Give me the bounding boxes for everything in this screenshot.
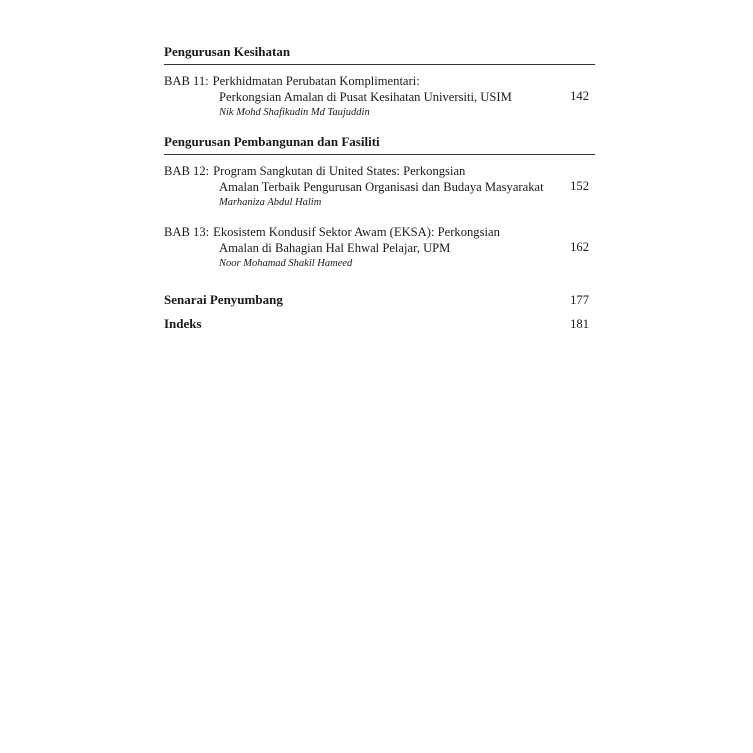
section-heading: Pengurusan Pembangunan dan Fasiliti [164,134,595,155]
page-number: 181 [570,317,589,331]
section-pengurusan-kesihatan [164,44,595,119]
table-of-contents [164,44,595,336]
chapter-title-rest: Amalan Terbaik Pengurusan Organisasi dan Budaya Masyarakat [219,180,544,194]
chapter-title-line1: Ekosistem Kondusif Sektor Awam (EKSA): Perkongsian [213,225,500,239]
toc-entry-bab-12[interactable] [164,163,595,209]
section-heading: Pengurusan Kesihatan [164,44,595,65]
chapter-title-line1: Perkhidmatan Perubatan Komplimentari: [212,74,420,88]
page-number: 152 [570,178,589,193]
chapter-author: Marhaniza Abdul Halim [219,197,322,208]
page-number: 177 [570,293,589,307]
toc-entry-indeks[interactable] [164,312,595,336]
page-number: 142 [570,88,589,103]
entry-label: Senarai Penyumbang [164,292,283,307]
chapter-title-rest: Perkongsian Amalan di Pusat Kesihatan Universiti, USIM [219,90,512,104]
chapter-label: BAB 12: [164,164,210,178]
chapter-author: Noor Mohamad Shakil Hameed [219,258,353,269]
section-pengurusan-pembangunan [164,134,595,270]
chapter-title-rest: Amalan di Bahagian Hal Ehwal Pelajar, UPM [219,241,451,255]
page-number: 162 [570,239,589,254]
chapter-label: BAB 11: [164,74,209,88]
back-matter [164,288,595,336]
toc-entry-bab-13[interactable] [164,224,595,270]
toc-entry-senarai-penyumbang[interactable] [164,288,595,312]
chapter-author: Nik Mohd Shafikudin Md Taujuddin [219,107,370,118]
entry-label: Indeks [164,316,202,331]
toc-entry-bab-11[interactable] [164,73,595,119]
chapter-title-line1: Program Sangkutan di United States: Perkongsian [213,164,466,178]
chapter-label: BAB 13: [164,225,210,239]
